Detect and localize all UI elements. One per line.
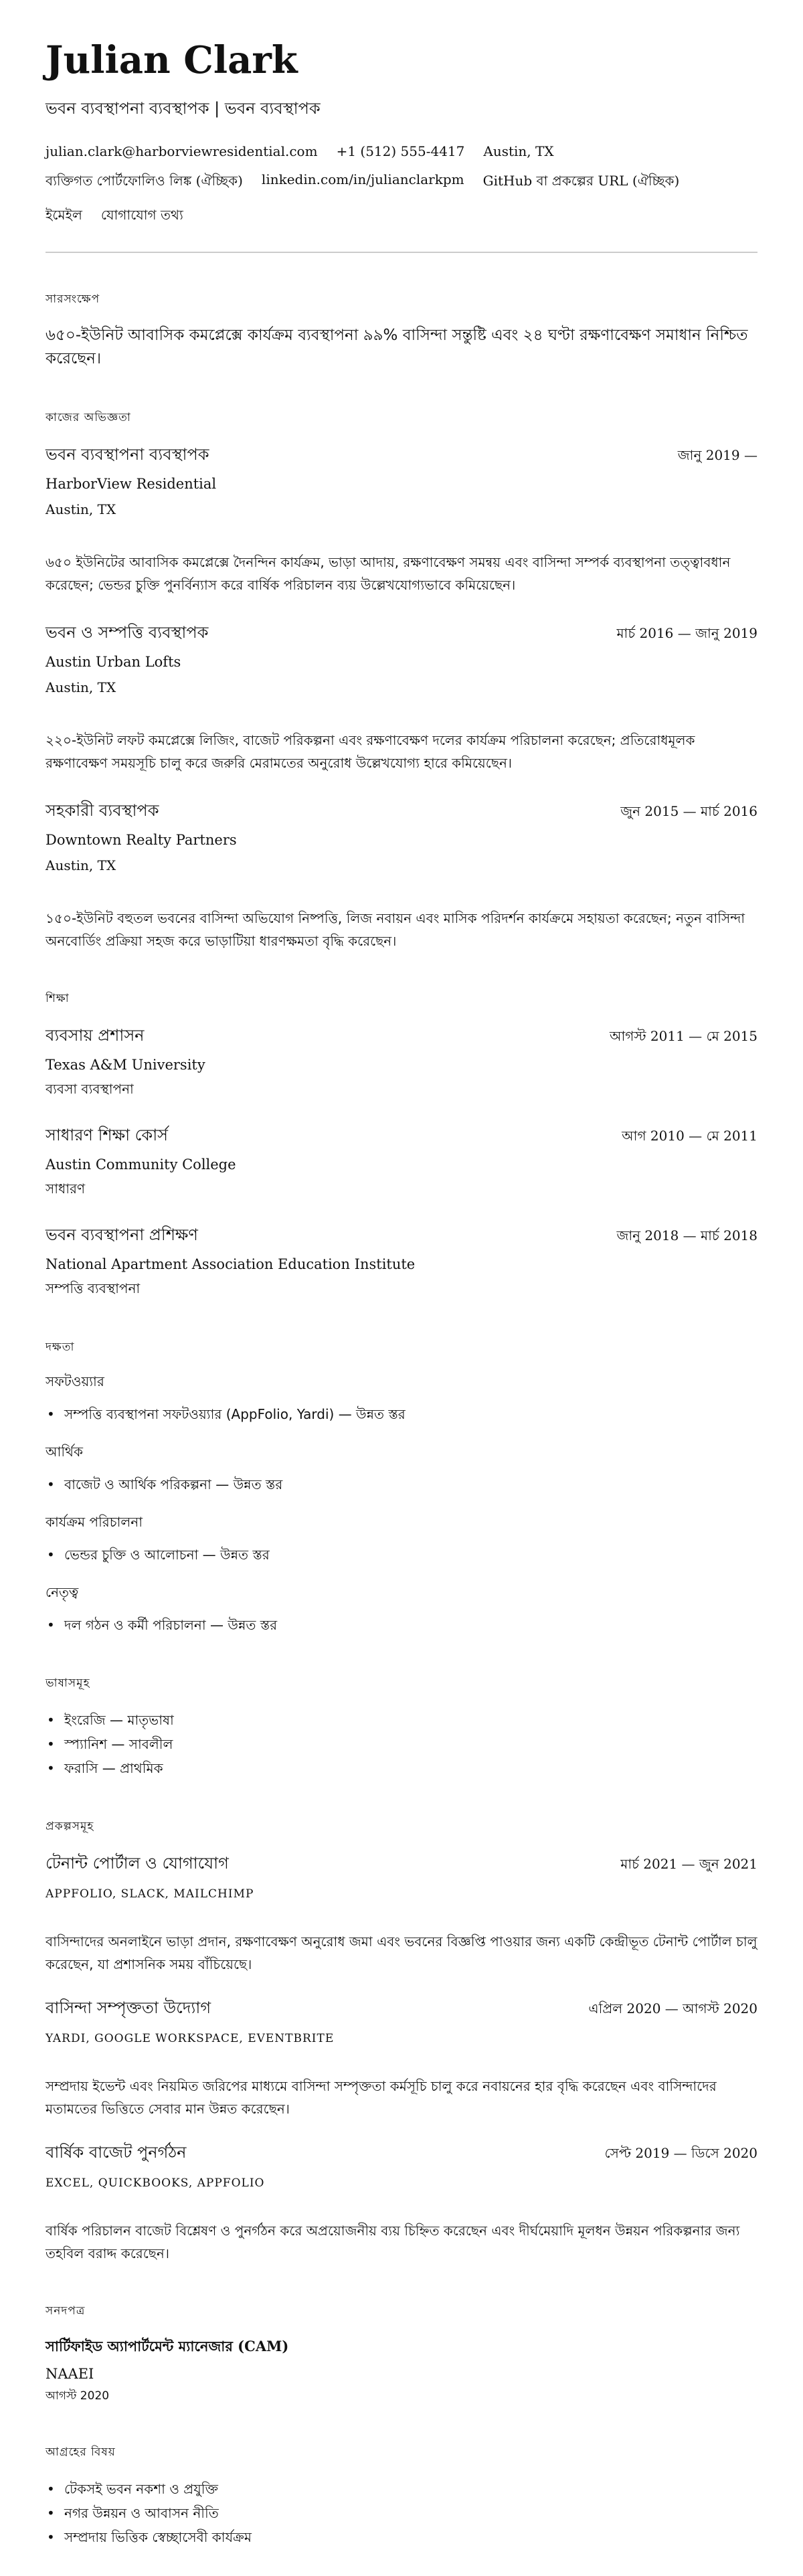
header-divider [46, 252, 757, 253]
education-entry [46, 1223, 757, 1301]
skill-item: • দল গঠন ও কর্মী পরিচালনা — উন্নত স্তর [46, 1613, 757, 1637]
github-link[interactable]: GitHub বা প্রকল্পের URL (ঐচ্ছিক) [482, 172, 680, 189]
skill-group-title: সফটওয়্যার [46, 1373, 104, 1389]
skill-list [46, 1613, 757, 1637]
project-name: বার্ষিক বাজেট পুনর্গঠন [46, 2142, 187, 2162]
skill-list [46, 1543, 757, 1567]
skill-group-title: নেতৃত্ব [46, 1583, 79, 1600]
email-link[interactable]: julian.clark@harborviewresidential.com [46, 143, 318, 159]
study-field: সম্পত্তি ব্যবস্থাপনা [46, 1280, 141, 1296]
skill-group-title: আর্থিক [46, 1443, 83, 1460]
section-title-projects: প্রকল্পসমূহ [46, 1819, 94, 1833]
contact-line-extra [46, 205, 757, 228]
experience-section [46, 409, 757, 952]
language-item: • ফরাসি — প্রাথমিক [46, 1756, 757, 1780]
school-name: Texas A&M University [46, 1056, 205, 1073]
study-field: সাধারণ [46, 1180, 86, 1197]
skill-item: • ভেন্ডর চুক্তি ও আলোচনা — উন্নত স্তর [46, 1543, 757, 1567]
section-title-education: শিক্ষা [46, 991, 70, 1005]
interest-item: • নগর উন্নয়ন ও আবাসন নীতি [46, 2501, 757, 2525]
project-tech: APPFOLIO, SLACK, MAILCHIMP [46, 1887, 254, 1901]
project-description: বাসিন্দাদের অনলাইনে ভাড়া প্রদান, রক্ষণাবেক্ষণ অনুরোধ জমা এবং ভবনের বিজ্ঞপ্তি পাওয়ার জন্য একটি কেন্দ্রীভূত টেনান্ট পোর্টাল চালু করেছেন, যা প্রশাসনিক সময় বাঁচিয়েছে। [46, 1933, 757, 1972]
skill-list [46, 1402, 757, 1426]
education-entry [46, 1123, 757, 1201]
project-description: সম্প্রদায় ইভেন্ট এবং নিয়মিত জরিপের মাধ্যমে বাসিন্দা সম্পৃক্ততা কর্মসূচি চালু করে নবায়নের হার বৃদ্ধি করেছেন এবং বাসিন্দাদের মতামতের ভিত্তিতে সেবার মান উন্নত করেছেন। [46, 2077, 717, 2117]
certification-entry [46, 2336, 757, 2406]
experience-entry [46, 620, 757, 774]
school-name: National Apartment Association Education Institute [46, 1256, 416, 1272]
job-description: ১৫০-ইউনিট বহুতল ভবনের বাসিন্দা অভিযোগ নিষ্পত্তি, লিজ নবায়ন এবং মাসিক পরিদর্শন কার্যক্রমে সহায়তা করেছেন; নতুন বাসিন্দা অনবোর্ডিং প্রক্রিয়া সহজ করে ভাড়াটিয়া ধারণক্ষমতা বৃদ্ধি করেছেন। [46, 910, 745, 949]
project-tech: EXCEL, QUICKBOOKS, APPFOLIO [46, 2176, 265, 2190]
summary-section [46, 290, 757, 371]
extra-contact-email[interactable]: ইমেইল [46, 206, 82, 223]
experience-entry [46, 442, 757, 596]
job-title: ভবন ব্যবস্থাপনা ব্যবস্থাপক [46, 444, 209, 464]
language-item: • স্প্যানিশ — সাবলীল [46, 1732, 757, 1756]
company-name: HarborView Residential [46, 475, 217, 492]
interests-section [46, 2443, 757, 2549]
company-name: Downtown Realty Partners [46, 831, 237, 848]
education-section [46, 990, 757, 1301]
experience-entry [46, 798, 757, 952]
education-dates: আগস্ট 2011 — মে 2015 [609, 1027, 757, 1044]
certifications-section [46, 2302, 757, 2406]
project-dates: এপ্রিল 2020 — আগস্ট 2020 [588, 2000, 757, 2016]
project-dates: মার্চ 2021 — জুন 2021 [620, 1855, 757, 1872]
interest-item: • সম্প্রদায় ভিত্তিক স্বেচ্ছাসেবী কার্যক্রম [46, 2525, 757, 2549]
interest-item: • টেকসই ভবন নকশা ও প্রযুক্তি [46, 2477, 757, 2501]
section-title-skills: দক্ষতা [46, 1340, 75, 1354]
skill-item: • সম্পত্তি ব্যবস্থাপনা সফটওয়্যার (AppFolio, Yardi) — উন্নত স্তর [46, 1402, 757, 1426]
degree-title: সাধারণ শিক্ষা কোর্স [46, 1125, 169, 1144]
certification-name: সার্টিফাইড অ্যাপার্টমেন্ট ম্যানেজার (CAM) [46, 2337, 289, 2354]
project-tech: YARDI, GOOGLE WORKSPACE, EVENTBRITE [46, 2031, 335, 2045]
job-dates: মার্চ 2016 — জানু 2019 [616, 624, 757, 641]
degree-title: ভবন ব্যবস্থাপনা প্রশিক্ষণ [46, 1225, 198, 1244]
job-location: Austin, TX [46, 679, 116, 695]
skill-item: • বাজেট ও আর্থিক পরিকল্পনা — উন্নত স্তর [46, 1472, 757, 1496]
projects-section [46, 1818, 757, 2265]
skill-list [46, 1472, 757, 1496]
section-title-summary: সারসংক্ষেপ [46, 292, 100, 306]
education-dates: জানু 2018 — মার্চ 2018 [616, 1227, 757, 1243]
skill-group-title: কার্যক্রম পরিচালনা [46, 1513, 143, 1530]
project-name: টেনান্ট পোর্টাল ও যোগাযোগ [46, 1853, 229, 1873]
contact-line-links [46, 171, 757, 193]
job-description: ৬৫০ ইউনিটের আবাসিক কমপ্লেক্সে দৈনন্দিন কার্যক্রম, ভাড়া আদায়, রক্ষণাবেক্ষণ সমন্বয় এবং বাসিন্দা সম্পর্ক ব্যবস্থাপনা তত্ত্বাবধান করেছেন; ভেন্ডর চুক্তি পুনর্বিন্যাস করে বার্ষিক পরিচালন ব্যয় উল্লেখযোগ্যভাবে কমিয়েছেন। [46, 553, 731, 593]
interest-list [46, 2477, 757, 2549]
project-entry [46, 1996, 757, 2120]
section-title-languages: ভাষাসমূহ [46, 1676, 90, 1690]
certification-date: আগস্ট 2020 [46, 2389, 110, 2403]
project-entry [46, 1851, 757, 1976]
extra-contact-info[interactable]: যোগাযোগ তথ্য [100, 206, 183, 223]
degree-title: ব্যবসায় প্রশাসন [46, 1025, 145, 1045]
project-name: বাসিন্দা সম্পৃক্ততা উদ্যোগ [46, 1998, 211, 2017]
project-entry [46, 2140, 757, 2265]
portfolio-link[interactable]: ব্যক্তিগত পোর্টফোলিও লিঙ্ক (ঐচ্ছিক) [46, 172, 243, 189]
job-description: ২২০-ইউনিট লফট কমপ্লেক্সে লিজিং, বাজেট পরিকল্পনা এবং রক্ষণাবেক্ষণ দলের কার্যক্রম পরিচালনা করেছেন; প্রতিরোধমূলক রক্ষণাবেক্ষণ সময়সূচি চালু করে জরুরি মেরামতের অনুরোধ উল্লেখযোগ্য হারে কমিয়েছেন। [46, 732, 695, 771]
education-dates: আগ 2010 — মে 2011 [622, 1127, 757, 1144]
candidate-name: Julian Clark [46, 38, 298, 82]
education-entry [46, 1023, 757, 1102]
certification-issuer: NAAEI [46, 2365, 94, 2382]
school-name: Austin Community College [46, 1156, 236, 1173]
project-dates: সেপ্ট 2019 — ডিসে 2020 [604, 2144, 757, 2161]
job-location: Austin, TX [46, 501, 116, 517]
job-dates: জানু 2019 — [677, 446, 757, 463]
study-field: ব্যবসা ব্যবস্থাপনা [46, 1080, 134, 1097]
language-item: • ইংরেজি — মাতৃভাষা [46, 1708, 757, 1732]
location-text: Austin, TX [483, 143, 554, 159]
section-title-experience: কাজের অভিজ্ঞতা [46, 410, 131, 424]
language-list [46, 1708, 757, 1780]
headline: ভবন ব্যবস্থাপনা ব্যবস্থাপক | ভবন ব্যবস্থাপক [46, 98, 321, 118]
contact-line-primary [46, 143, 757, 159]
job-title: ভবন ও সম্পত্তি ব্যবস্থাপক [46, 622, 209, 642]
job-location: Austin, TX [46, 857, 116, 873]
resume-header [46, 40, 757, 228]
job-title: সহকারী ব্যবস্থাপক [46, 800, 159, 820]
company-name: Austin Urban Lofts [46, 653, 181, 670]
job-dates: জুন 2015 — মার্চ 2016 [620, 802, 757, 819]
phone-number[interactable]: +1 (512) 555-4417 [336, 143, 465, 159]
summary-text: ৬৫০-ইউনিট আবাসিক কমপ্লেক্সে কার্যক্রম ব্যবস্থাপনা ৯৯% বাসিন্দা সন্তুষ্টি এবং ২৪ ঘণ্টা রক্ষণাবেক্ষণ সমাধান নিশ্চিত করেছেন। [46, 326, 748, 368]
section-title-certifications: সনদপত্র [46, 2304, 86, 2318]
skills-section [46, 1339, 757, 1637]
project-description: বার্ষিক পরিচালন বাজেট বিশ্লেষণ ও পুনর্গঠন করে অপ্রয়োজনীয় ব্যয় চিহ্নিত করেছেন এবং দীর্ঘমেয়াদি মূলধন উন্নয়ন পরিকল্পনার জন্য তহবিল বরাদ্দ করেছেন। [46, 2222, 740, 2261]
linkedin-link[interactable]: linkedin.com/in/julianclarkpm [261, 171, 464, 187]
languages-section [46, 1675, 757, 1780]
section-title-interests: আগ্রহের বিষয় [46, 2445, 116, 2459]
